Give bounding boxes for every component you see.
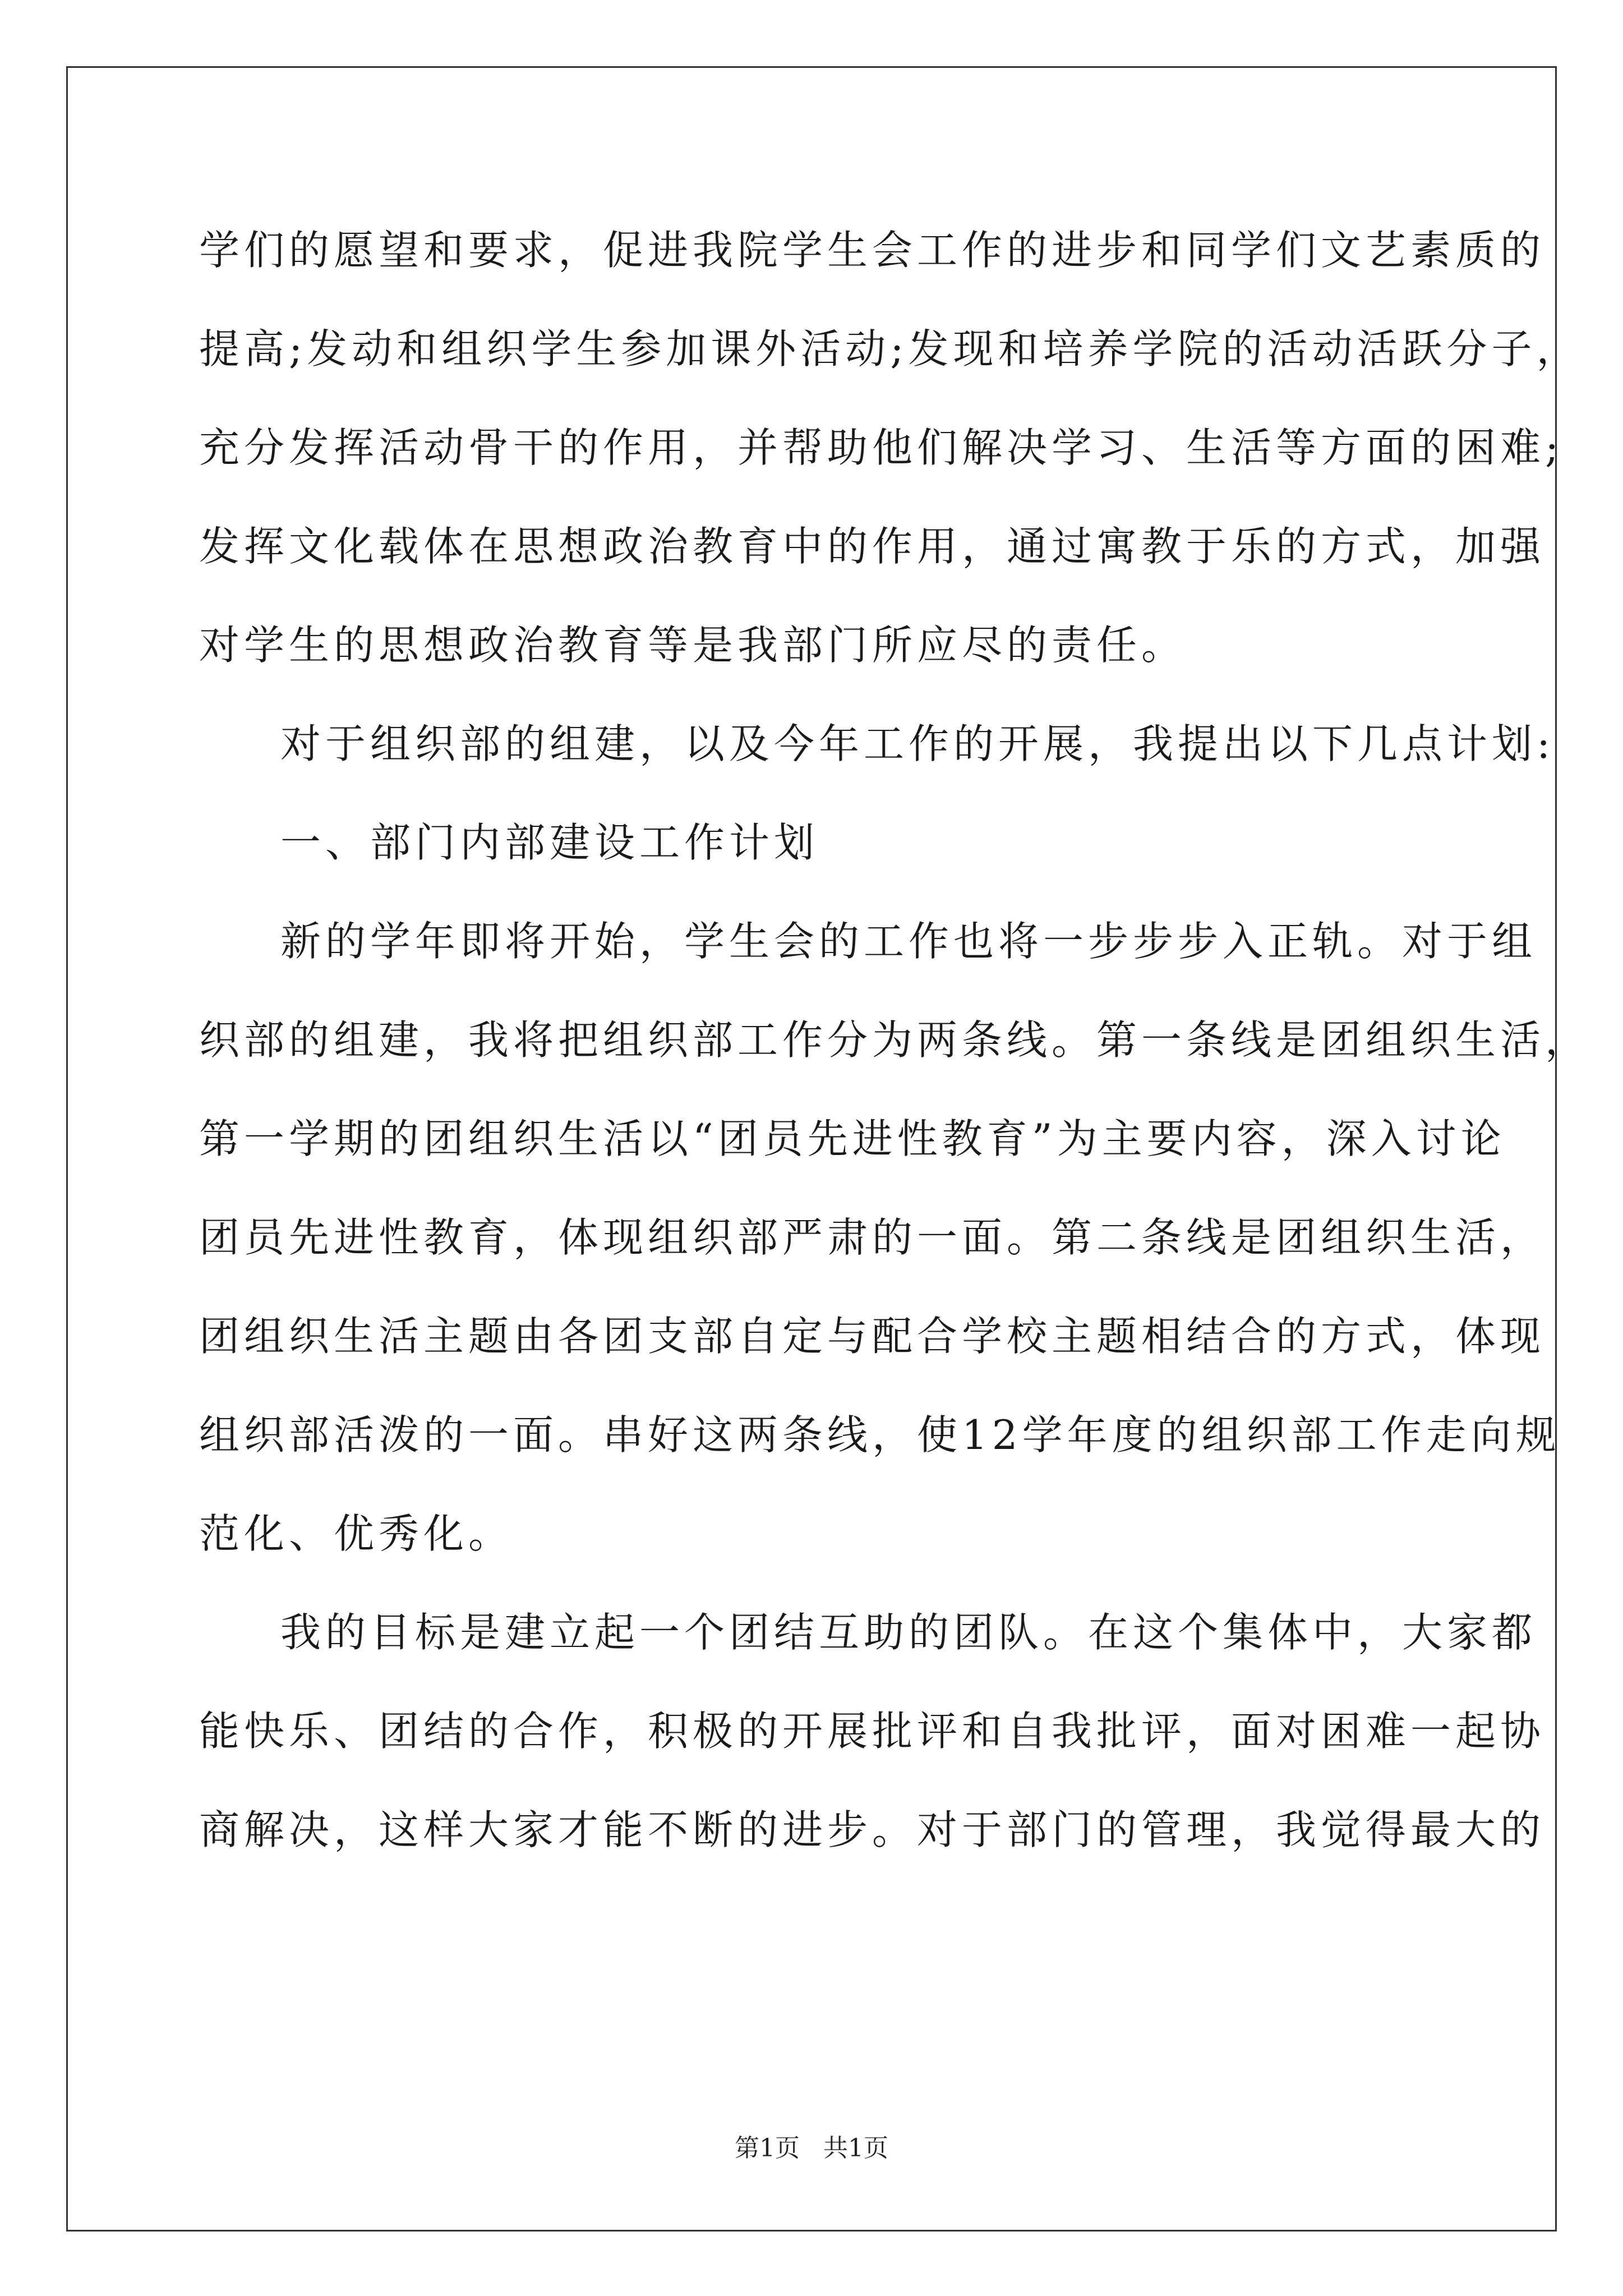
page-number-footer: 第1页 共1页	[735, 2134, 888, 2162]
text-line: 团员先进性教育，体现组织部严肃的一面。第二条线是团组织生活，	[199, 1214, 1546, 1261]
section-heading: 一、部门内部建设工作计划	[280, 819, 819, 866]
text-line: 对学生的思想政治教育等是我部门所应尽的责任。	[199, 622, 1187, 669]
text-line: 团组织生活主题由各团支部自定与配合学校主题相结合的方式，体现	[199, 1313, 1546, 1360]
paragraph-start-line: 对于组织部的组建，以及今年工作的开展，我提出以下几点计划:	[280, 720, 1555, 767]
text-line: 发挥文化载体在思想政治教育中的作用，通过寓教于乐的方式，加强	[199, 523, 1546, 570]
text-line: 提高;发动和组织学生参加课外活动;发现和培养学院的活动活跃分子，	[199, 325, 1581, 372]
text-line: 织部的组建，我将把组织部工作分为两条线。第一条线是团组织生活，	[199, 1016, 1590, 1064]
paragraph-start-line: 我的目标是建立起一个团结互助的团队。在这个集体中，大家都	[280, 1609, 1537, 1656]
text-line: 学们的愿望和要求，促进我院学生会工作的进步和同学们文艺素质的	[199, 227, 1546, 274]
text-line: 商解决，这样大家才能不断的进步。对于部门的管理，我觉得最大的	[199, 1806, 1546, 1853]
text-line: 第一学期的团组织生活以“团员先进性教育”为主要内容，深入讨论	[199, 1115, 1506, 1162]
text-line: 充分发挥活动骨干的作用，并帮助他们解决学习、生活等方面的困难;	[199, 424, 1564, 471]
text-line: 范化、优秀化。	[199, 1510, 514, 1557]
text-line: 能快乐、团结的合作，积极的开展批评和自我批评，面对困难一起协	[199, 1708, 1546, 1755]
text-line: 组织部活泼的一面。串好这两条线，使12学年度的组织部工作走向规	[199, 1411, 1561, 1458]
paragraph-start-line: 新的学年即将开始，学生会的工作也将一步步步入正轨。对于组	[280, 918, 1537, 965]
